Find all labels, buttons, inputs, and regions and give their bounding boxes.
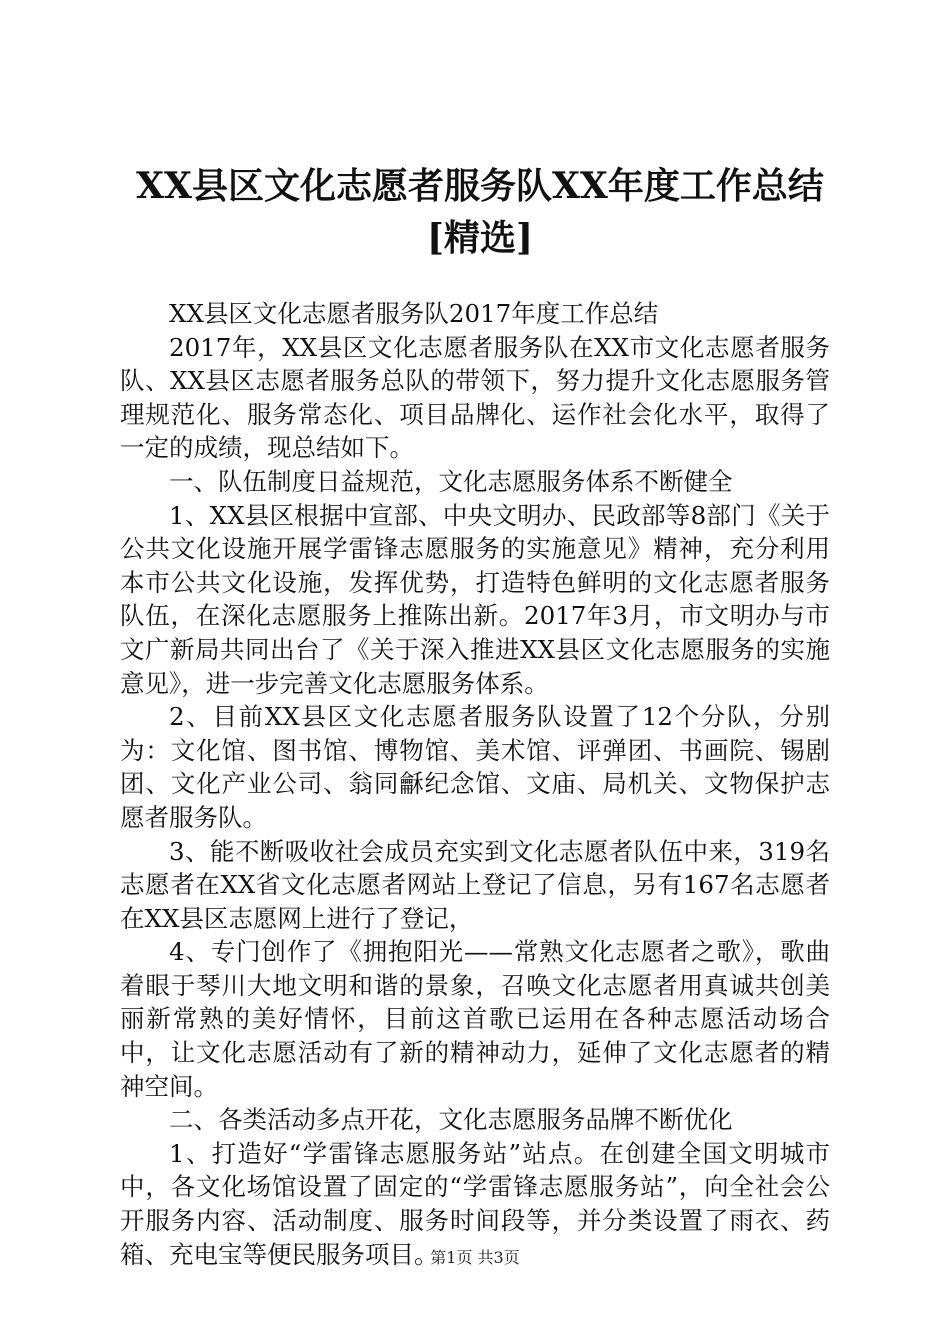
paragraph-item-1-4: 4、专门创作了《拥抱阳光——常熟文化志愿者之歌》，歌曲着眼于琴川大地文明和谐的景象，召唤文化志愿者用真诚共创美丽新常熟的美好情怀，目前这首歌已运用在各种志愿活动场合中，让文化志愿活动有了新的精神动力，延伸了文化志愿者的精神空间。 <box>120 937 830 1101</box>
page-number-footer: 第1页 共3页 <box>430 1248 520 1267</box>
section-heading-2: 二、各类活动多点开花，文化志愿服务品牌不断优化 <box>169 1105 733 1135</box>
document-body <box>120 297 830 1271</box>
paragraph-intro: 2017年，XX县区文化志愿者服务队在XX市文化志愿者服务队、XX县区志愿者服务总队的带领下，努力提升文化志愿服务管理规范化、服务常态化、项目品牌化、运作社会化水平，取得了一定的成绩，现总结如下。 <box>120 332 830 463</box>
paragraph-item-1-2: 2、目前XX县区文化志愿者服务队设置了12个分队，分别为：文化馆、图书馆、博物馆、美术馆、评弹团、书画院、锡剧团、文化产业公司、翁同龢纪念馆、文庙、局机关、文物保护志愿者服务队。 <box>120 702 830 832</box>
section-heading-1: 一、队伍制度日益规范，文化志愿服务体系不断健全 <box>169 466 733 496</box>
paragraph-item-2-1: 1、打造好“学雷锋志愿服务站”站点。在创建全国文明城市中，各文化场馆设置了固定的“学雷锋志愿服务站”，向全社会公开服务内容、活动制度、服务时间段等，并分类设置了雨衣、药箱、充电宝等便民服务项目。 <box>120 1138 830 1269</box>
document-title: XX县区文化志愿者服务队XX年度工作总结[精选] <box>136 165 824 259</box>
paragraph-item-1-1: 1、XX县区根据中宣部、中央文明办、民政部等8部门《关于公共文化设施开展学雷锋志愿服务的实施意见》精神，充分利用本市公共文化设施，发挥优势，打造特色鲜明的文化志愿者服务队伍，在深化志愿服务上推陈出新。2017年3月，市文明办与市文广新局共同出台了《关于深入推进XX县区文化志愿服务的实施意见》，进一步完善文化志愿服务体系。 <box>120 500 830 698</box>
paragraph-item-1-3: 3、能不断吸收社会成员充实到文化志愿者队伍中来，319名志愿者在XX省文化志愿者网站上登记了信息，另有167名志愿者在XX县区志愿网上进行了登记， <box>120 836 830 933</box>
paragraph-subtitle: XX县区文化志愿者服务队2017年度工作总结 <box>169 299 659 328</box>
